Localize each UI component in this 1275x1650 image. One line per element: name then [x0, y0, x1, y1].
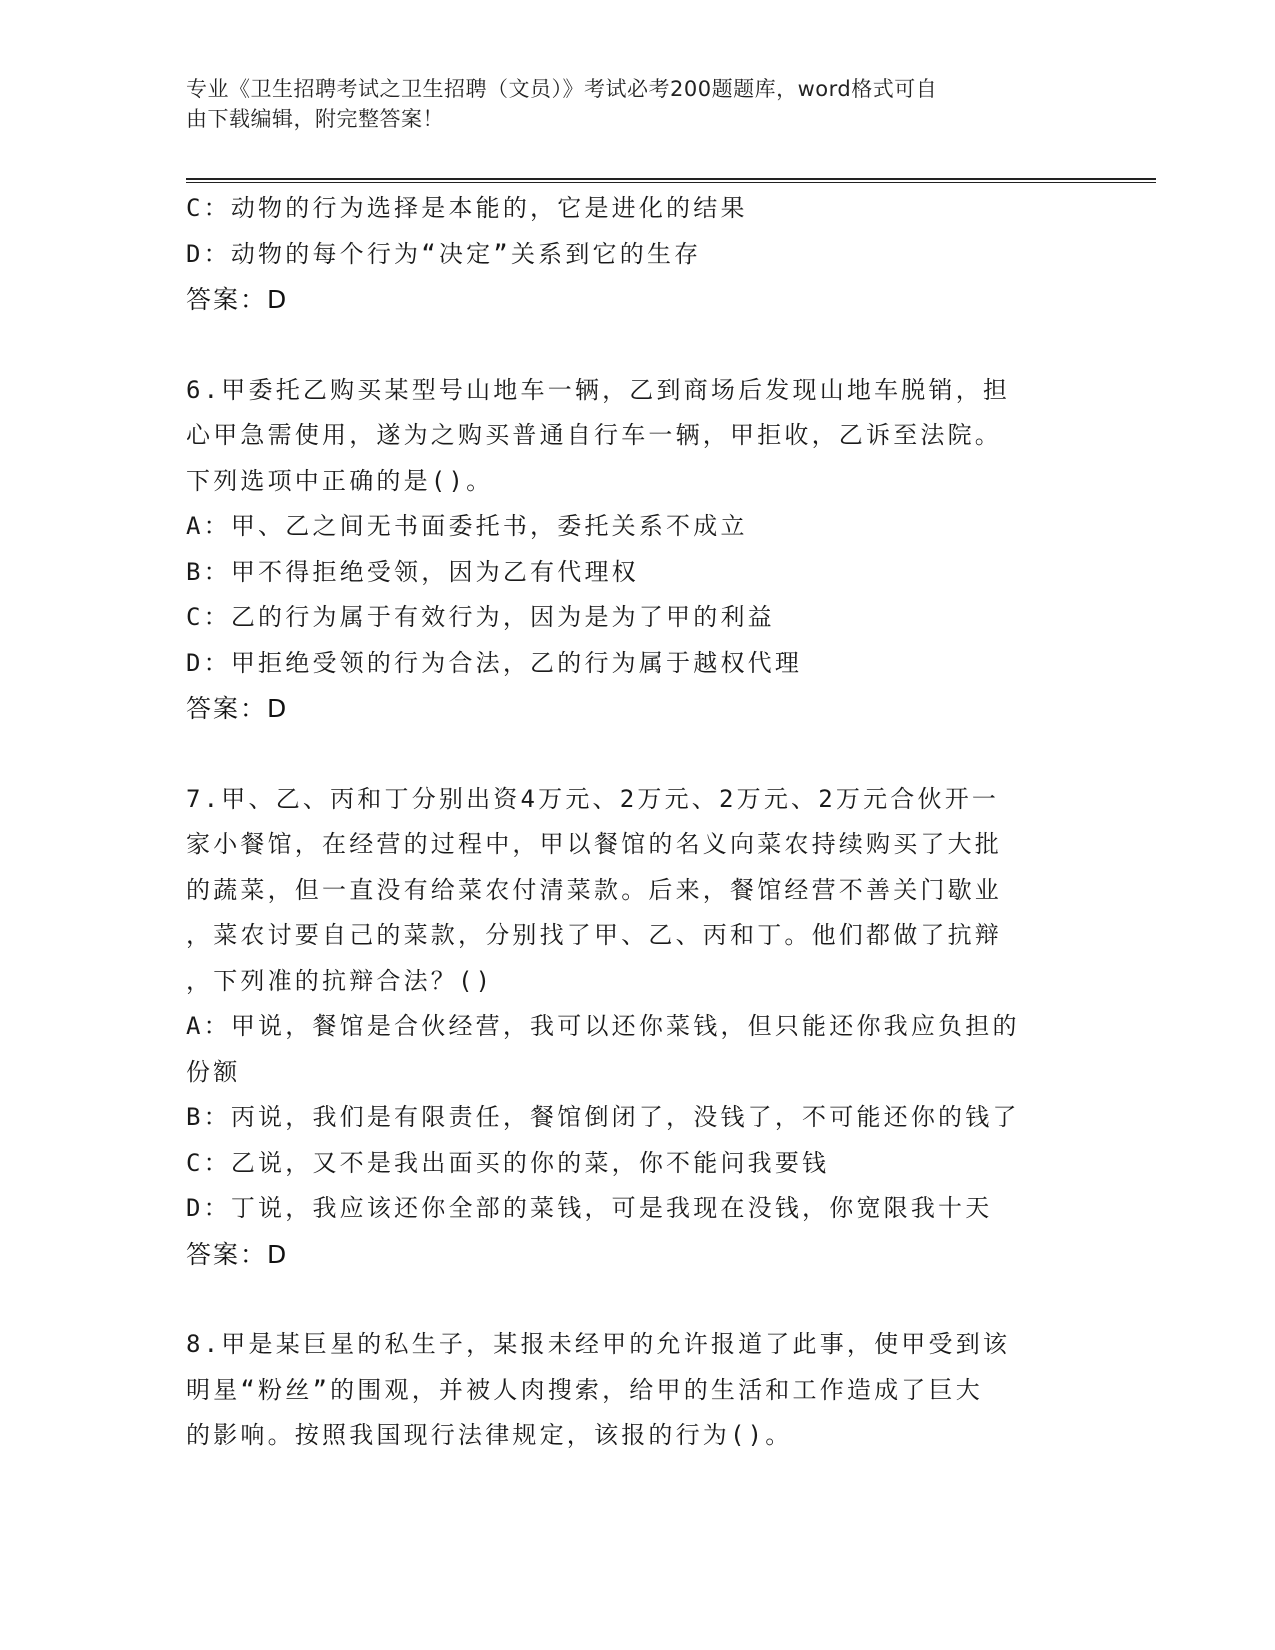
q7-option-c: C：乙说，又不是我出面买的你的菜，你不能问我要钱 — [186, 1148, 830, 1177]
q7-option-a: A：甲说，餐馆是合伙经营，我可以还你菜钱，但只能还你我应负担的 — [186, 1012, 1020, 1040]
header-rule-thick — [186, 178, 1156, 180]
q7-option-a-continued: 份额 — [186, 1057, 241, 1086]
spacer — [186, 1277, 1086, 1322]
q6-option-c: C：乙的行为属于有效行为，因为是为了甲的利益 — [186, 603, 775, 631]
q6-stem-line: 下列选项中正确的是()。 — [186, 466, 494, 495]
spacer — [186, 732, 1086, 777]
question-6 — [186, 368, 1086, 732]
q7-stem-line: ，下列准的抗辩合法？() — [186, 966, 494, 995]
q7-option-b: B：丙说，我们是有限责任，餐馆倒闭了，没钱了，不可能还你的钱了 — [186, 1103, 1020, 1131]
q8-stem-line: 的影响。按照我国现行法律规定，该报的行为()。 — [186, 1421, 793, 1449]
q7-stem-line: 7.甲、乙、丙和丁分别出资4万元、2万元、2万元、2万元合伙开一 — [186, 784, 1000, 813]
q6-stem-line: 心甲急需使用，遂为之购买普通自行车一辆，甲拒收，乙诉至法院。 — [186, 421, 1002, 449]
q7-answer: 答案：D — [186, 1239, 289, 1269]
header-line-2: 由下载编辑，附完整答案！ — [186, 107, 444, 131]
header-rule-thin — [186, 182, 1156, 183]
q8-stem-line: 明星“粉丝”的围观，并被人肉搜索，给甲的生活和工作造成了巨大 — [186, 1375, 983, 1404]
q7-stem-line: 的蔬菜，但一直没有给菜农付清菜款。后来，餐馆经营不善关门歇业 — [186, 875, 1002, 904]
document-header — [186, 74, 1056, 134]
question-7 — [186, 777, 1086, 1278]
q6-option-d: D：甲拒绝受领的行为合法，乙的行为属于越权代理 — [186, 648, 803, 677]
q7-stem-line: 家小餐馆，在经营的过程中，甲以餐馆的名义向菜农持续购买了大批 — [186, 830, 1002, 858]
q5-answer: 答案：D — [186, 285, 289, 314]
q6-stem-line: 6.甲委托乙购买某型号山地车一辆，乙到商场后发现山地车脱销，担 — [186, 375, 1011, 404]
q6-option-a: A：甲、乙之间无书面委托书，委托关系不成立 — [186, 512, 748, 540]
q8-stem-line: 8.甲是某巨星的私生子，某报未经甲的允许报道了此事，使甲受到该 — [186, 1330, 1011, 1358]
q7-option-d: D：丁说，我应该还你全部的菜钱，可是我现在没钱，你宽限我十天 — [186, 1194, 993, 1222]
q6-option-b: B：甲不得拒绝受领，因为乙有代理权 — [186, 557, 639, 586]
q7-stem-line: ，菜农讨要自己的菜款，分别找了甲、乙、丙和丁。他们都做了抗辩 — [186, 921, 1002, 949]
question-8 — [186, 1322, 1086, 1459]
q5-option-d: D：动物的每个行为“决定”关系到它的生存 — [186, 239, 702, 268]
question-5 — [186, 186, 1086, 323]
q5-option-c: C：动物的行为选择是本能的，它是进化的结果 — [186, 194, 748, 222]
header-line-1: 专业《卫生招聘考试之卫生招聘（文员）》考试必考200题题库，word格式可自 — [186, 77, 938, 101]
q6-answer: 答案：D — [186, 694, 289, 723]
spacer — [186, 323, 1086, 368]
question-content — [186, 186, 1086, 1459]
